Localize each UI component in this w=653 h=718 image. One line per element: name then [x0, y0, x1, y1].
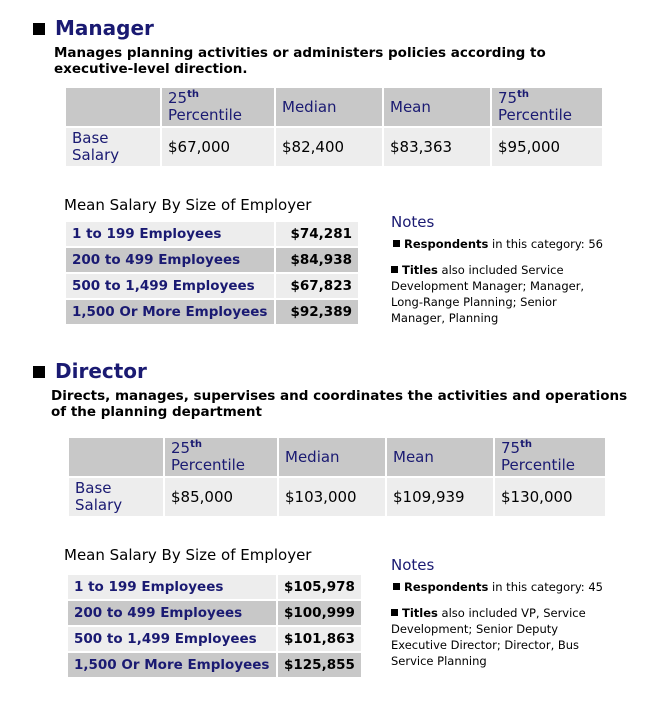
value-75th-percentile: $130,000 — [495, 478, 605, 516]
size-label: 1 to 199 Employees — [66, 222, 274, 246]
manager-respondents-note: Respondents in this category: 56 — [393, 236, 613, 252]
manager-percentile-table — [64, 86, 604, 168]
table-row — [66, 222, 358, 246]
director-percentile-header-row — [69, 438, 605, 476]
table-row — [66, 248, 358, 272]
bullet-icon — [391, 609, 398, 616]
size-value: $84,938 — [276, 248, 358, 272]
value-median: $82,400 — [276, 128, 382, 166]
size-value: $74,281 — [276, 222, 358, 246]
manager-titles-note: Titles also included Service Development Manager; Manager, Long-Range Planning; Senior Manager, Planning — [391, 263, 585, 325]
bullet-icon — [391, 266, 398, 273]
header-75th-percentile: 75th Percentile — [492, 88, 602, 126]
header-mean: Mean — [387, 438, 493, 476]
manager-base-salary-row — [66, 128, 602, 166]
header-median: Median — [276, 88, 382, 126]
value-75th-percentile: $95,000 — [492, 128, 602, 166]
director-titles-note: Titles also included VP, Service Development; Senior Deputy Executive Director; Director, Bus Service Planning — [391, 606, 586, 668]
value-25th-percentile: $67,000 — [162, 128, 274, 166]
size-label: 200 to 499 Employees — [68, 601, 276, 625]
size-label: 500 to 1,499 Employees — [66, 274, 274, 298]
header-median: Median — [279, 438, 385, 476]
size-value: $101,863 — [278, 627, 361, 651]
base-salary-label: Base Salary — [66, 128, 160, 166]
director-bullet-icon — [33, 366, 45, 378]
size-value: $105,978 — [278, 575, 361, 599]
size-label: 500 to 1,499 Employees — [68, 627, 276, 651]
header-mean: Mean — [384, 88, 490, 126]
manager-size-table — [64, 220, 360, 326]
manager-bullet-icon — [33, 23, 45, 35]
header-75th-percentile: 75th Percentile — [495, 438, 605, 476]
manager-notes-title: Notes — [391, 213, 435, 231]
manager-percentile-header-row — [66, 88, 602, 126]
size-value: $92,389 — [276, 300, 358, 324]
table-row — [68, 575, 361, 599]
manager-description: Manages planning activities or administers policies according to executive-level direction. — [54, 45, 546, 77]
director-notes-title: Notes — [391, 556, 435, 574]
value-25th-percentile: $85,000 — [165, 478, 277, 516]
director-percentile-table — [67, 436, 607, 518]
director-title: Director — [55, 359, 147, 383]
table-row — [68, 653, 361, 677]
header-blank-cell — [69, 438, 163, 476]
bullet-icon — [393, 240, 400, 247]
table-row — [66, 300, 358, 324]
table-row — [68, 601, 361, 625]
manager-size-title: Mean Salary By Size of Employer — [64, 196, 312, 214]
director-size-table — [66, 573, 363, 679]
value-median: $103,000 — [279, 478, 385, 516]
table-row — [66, 274, 358, 298]
director-description: Directs, manages, supervises and coordinates the activities and operations of the planning department — [51, 388, 628, 420]
header-25th-percentile: 25th Percentile — [162, 88, 274, 126]
size-label: 1 to 199 Employees — [68, 575, 276, 599]
size-value: $125,855 — [278, 653, 361, 677]
table-row — [68, 627, 361, 651]
director-base-salary-row — [69, 478, 605, 516]
size-value: $100,999 — [278, 601, 361, 625]
director-size-title: Mean Salary By Size of Employer — [64, 546, 312, 564]
bullet-icon — [393, 583, 400, 590]
value-mean: $83,363 — [384, 128, 490, 166]
base-salary-label: Base Salary — [69, 478, 163, 516]
size-label: 200 to 499 Employees — [66, 248, 274, 272]
director-respondents-note: Respondents in this category: 45 — [393, 579, 613, 595]
size-label: 1,500 Or More Employees — [66, 300, 274, 324]
size-label: 1,500 Or More Employees — [68, 653, 276, 677]
size-value: $67,823 — [276, 274, 358, 298]
header-blank-cell — [66, 88, 160, 126]
value-mean: $109,939 — [387, 478, 493, 516]
manager-title: Manager — [55, 16, 154, 40]
header-25th-percentile: 25th Percentile — [165, 438, 277, 476]
